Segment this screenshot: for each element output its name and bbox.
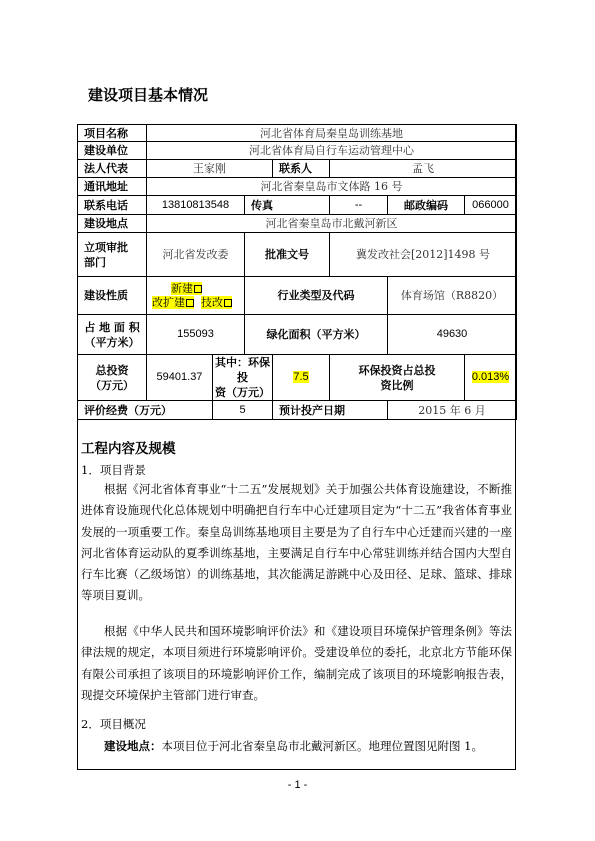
checkbox-new-checked: [194, 285, 202, 293]
background-paragraph-2: [81, 621, 512, 706]
checkbox-tech: [224, 299, 232, 307]
label-address: 通讯地址: [78, 178, 147, 196]
value-env-invest-cell: [273, 355, 330, 401]
subsection-background: 1．项目背景: [81, 463, 146, 477]
option-expand: 改扩建: [152, 295, 185, 309]
value-env-ratio: 0.013%: [471, 371, 510, 383]
subsection-overview: 2．项目概况: [81, 717, 146, 731]
option-new: 新建: [171, 281, 193, 295]
value-env-ratio-cell: [465, 355, 517, 401]
value-builder: 河北省体育局自行车运动管理中心: [147, 142, 517, 160]
label-env-ratio-line2: 资比例: [380, 378, 414, 392]
document-title: 建设项目基本情况: [88, 86, 209, 104]
option-tech: 技改: [201, 295, 223, 309]
value-site: 河北省秦皇岛市北戴河新区: [147, 215, 517, 233]
value-legal-rep: 王家刚: [147, 160, 273, 178]
row-nature: [78, 277, 517, 315]
label-env-ratio: [330, 355, 465, 401]
checkbox-expand: [186, 299, 194, 307]
value-project-name: 河北省体育局秦皇岛训练基地: [147, 125, 517, 142]
label-env-ratio-line1: 环保投资占总投: [358, 363, 436, 377]
value-phone: 13810813548: [147, 196, 245, 215]
label-green-area: 绿化面积（平方米）: [245, 315, 388, 355]
value-address: 河北省秦皇岛市文体路 16 号: [147, 178, 517, 196]
label-project-name: 项目名称: [78, 125, 147, 142]
label-contact: 联系人: [273, 160, 330, 178]
site-label: 建设地点：: [104, 739, 162, 753]
label-industry: 行业类型及代码: [245, 277, 388, 315]
nature-options: [147, 277, 245, 315]
value-green-area: 49630: [388, 315, 517, 355]
row-site: [78, 215, 517, 233]
label-env-invest-line1: 其中：环保投: [215, 356, 270, 384]
overview-paragraph: [81, 736, 512, 757]
label-approval-dept: [78, 233, 147, 277]
label-approval-no: 批准文号: [245, 233, 330, 277]
label-phone: 联系电话: [78, 196, 147, 215]
label-nature: 建设性质: [78, 277, 147, 315]
row-phone: [78, 196, 517, 215]
value-area: 155093: [147, 315, 245, 355]
page-number: - 1 -: [287, 779, 308, 791]
site-text: 本项目位于河北省秦皇岛市北戴河新区。地理位置图见附图 1。: [161, 739, 483, 753]
value-eval-fee: 5: [213, 401, 273, 420]
row-project-name: [78, 125, 517, 142]
row-eval: [78, 401, 517, 420]
value-industry: 体育场馆（R8820）: [388, 277, 517, 315]
value-contact: 孟飞: [330, 160, 517, 178]
value-env-invest: 7.5: [293, 371, 309, 383]
value-approval-no: 冀发改社会[2012]1498 号: [330, 233, 517, 277]
value-approval-dept: 河北省发改委: [147, 233, 245, 277]
label-fax: 传真: [245, 196, 330, 215]
label-approval-dept-line1: 立项审批: [84, 240, 128, 254]
label-area: [78, 315, 147, 355]
row-address: [78, 178, 517, 196]
label-total-invest-line1: 总投资: [95, 363, 129, 377]
value-fax: --: [330, 196, 388, 215]
label-total-invest: [78, 355, 147, 401]
value-total-invest: 59401.37: [147, 355, 213, 401]
label-env-invest-line2: 资（万元）: [215, 386, 270, 399]
label-env-invest: [213, 355, 273, 401]
background-paragraph-1: [81, 479, 512, 607]
label-approval-dept-line2: 部门: [84, 255, 106, 269]
project-info-table: [77, 124, 517, 420]
label-total-invest-line2: （万元）: [90, 378, 134, 392]
label-area-line2: （平方米）: [84, 335, 140, 349]
label-prod-date: 预计投产日期: [273, 401, 388, 420]
row-approval: [78, 233, 517, 277]
value-prod-date: 2015 年 6 月: [388, 401, 517, 420]
label-builder: 建设单位: [78, 142, 147, 160]
row-area: [78, 315, 517, 355]
label-area-line1: 占 地 面 积: [84, 320, 140, 334]
section-title: 工程内容及规模: [81, 441, 176, 457]
label-legal-rep: 法人代表: [78, 160, 147, 178]
label-site: 建设地点: [78, 215, 147, 233]
row-investment: [78, 355, 517, 401]
paragraph-text: 根据《河北省体育事业“十二五”发展规划》关于加强公共体育设施建设，不断推进体育设施现代化总体规划中明确把自行车中心迁建项目定为“十二五”我省体育事业发展的一项重要工作。秦皇岛训练基地项目主要是为了自行车中心迁建而兴建的一座河北省体育运动队的夏季训练基地，主要满足自行车中心常驻训练并结合国内大型自行车比赛（乙级场馆）的训练基地，其次能满足游跳中心及田径、足球、篮球、排球等项目夏训。: [81, 482, 512, 603]
row-legal: [78, 160, 517, 178]
row-builder: [78, 142, 517, 160]
value-postcode: 066000: [465, 196, 517, 215]
paragraph-text: 根据《中华人民共和国环境影响评价法》和《建设项目环境保护管理条例》等法律法规的规定，本项目须进行环境影响评价。受建设单位的委托，北京北方节能环保有限公司承担了该项目的环境影响评价工作，编制完成了该项目的环境影响报告表，现提交环境保护主管部门进行审查。: [81, 624, 512, 702]
label-postcode: 邮政编码: [388, 196, 465, 215]
label-eval-fee: 评价经费（万元）: [78, 401, 213, 420]
